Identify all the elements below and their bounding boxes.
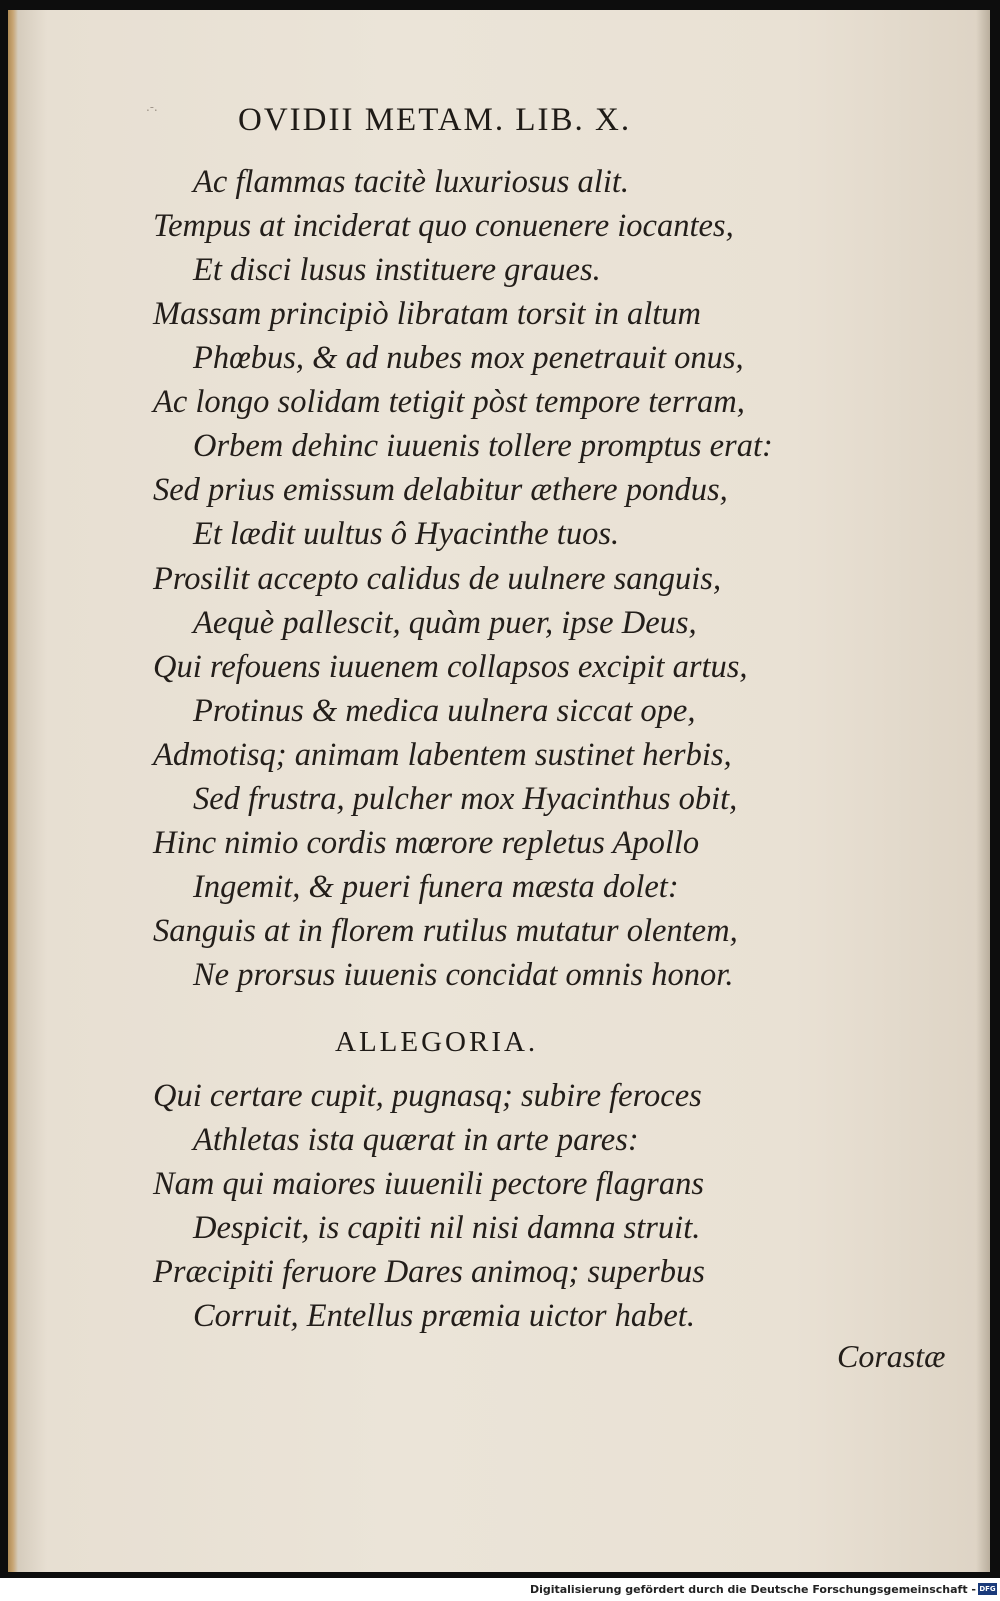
allegoria-verse-line: Corruit, Entellus præmia uictor habet. (193, 1298, 695, 1334)
verse-line: Ac longo solidam tetigit pòst tempore terram, (153, 384, 745, 420)
verse-line: Massam principiò libratam torsit in altum (153, 296, 702, 332)
verse-line: Aequè pallescit, quàm puer, ipse Deus, (193, 605, 697, 641)
catchword: Corastæ (837, 1338, 946, 1374)
verse-line: Ne prorsus iuuenis concidat omnis honor. (193, 957, 734, 993)
allegoria-verse-line: Athletas ista quærat in arte pares: (193, 1122, 639, 1158)
book-page (8, 10, 990, 1572)
allegoria-verse-line: Despicit, is capiti nil nisi damna struit. (193, 1210, 701, 1246)
verse-line: Sanguis at in florem rutilus mutatur olentem, (153, 913, 738, 949)
verse-line: Phœbus, & ad nubes mox penetrauit onus, (193, 340, 744, 376)
running-head: OVIDII METAM. LIB. X. (238, 102, 632, 138)
verse-line: Et disci lusus instituere graues. (193, 252, 601, 288)
verse-line: Orbem dehinc iuuenis tollere promptus erat: (193, 428, 773, 464)
verse-line: Sed frustra, pulcher mox Hyacinthus obit, (193, 781, 738, 817)
verse-line: Prosilit accepto calidus de uulnere sanguis, (153, 561, 722, 597)
verse-line: Qui refouens iuuenem collapsos excipit artus, (153, 649, 748, 685)
ink-smudge: .-. (146, 100, 158, 114)
verse-line: Ac flammas tacitè luxuriosus alit. (193, 164, 630, 200)
verse-line: Hinc nimio cordis mœrore repletus Apollo (153, 825, 700, 861)
allegoria-verse-line: Nam qui maiores iuuenili pectore flagrans (153, 1166, 704, 1202)
verse-line: Tempus at inciderat quo conuenere iocantes, (153, 208, 734, 244)
verse-line: Ingemit, & pueri funera mæsta dolet: (193, 869, 679, 905)
verse-line: Protinus & medica uulnera siccat ope, (193, 693, 696, 729)
digitization-credit: Digitalisierung gefördert durch die Deutsche Forschungsgemeinschaft - (529, 1583, 976, 1596)
dfg-logo-icon: DFG (979, 1585, 996, 1593)
allegoria-heading: ALLEGORIA. (335, 1026, 539, 1058)
verse-line: Admotisq; animam labentem sustinet herbis, (153, 737, 732, 773)
allegoria-verse-line: Qui certare cupit, pugnasq; subire feroces (153, 1078, 702, 1114)
verse-line: Sed prius emissum delabitur æthere pondus, (153, 472, 728, 508)
verse-line: Et lædit uultus ô Hyacinthe tuos. (193, 516, 620, 552)
allegoria-verse-line: Præcipiti feruore Dares animoq; superbus (153, 1254, 705, 1290)
